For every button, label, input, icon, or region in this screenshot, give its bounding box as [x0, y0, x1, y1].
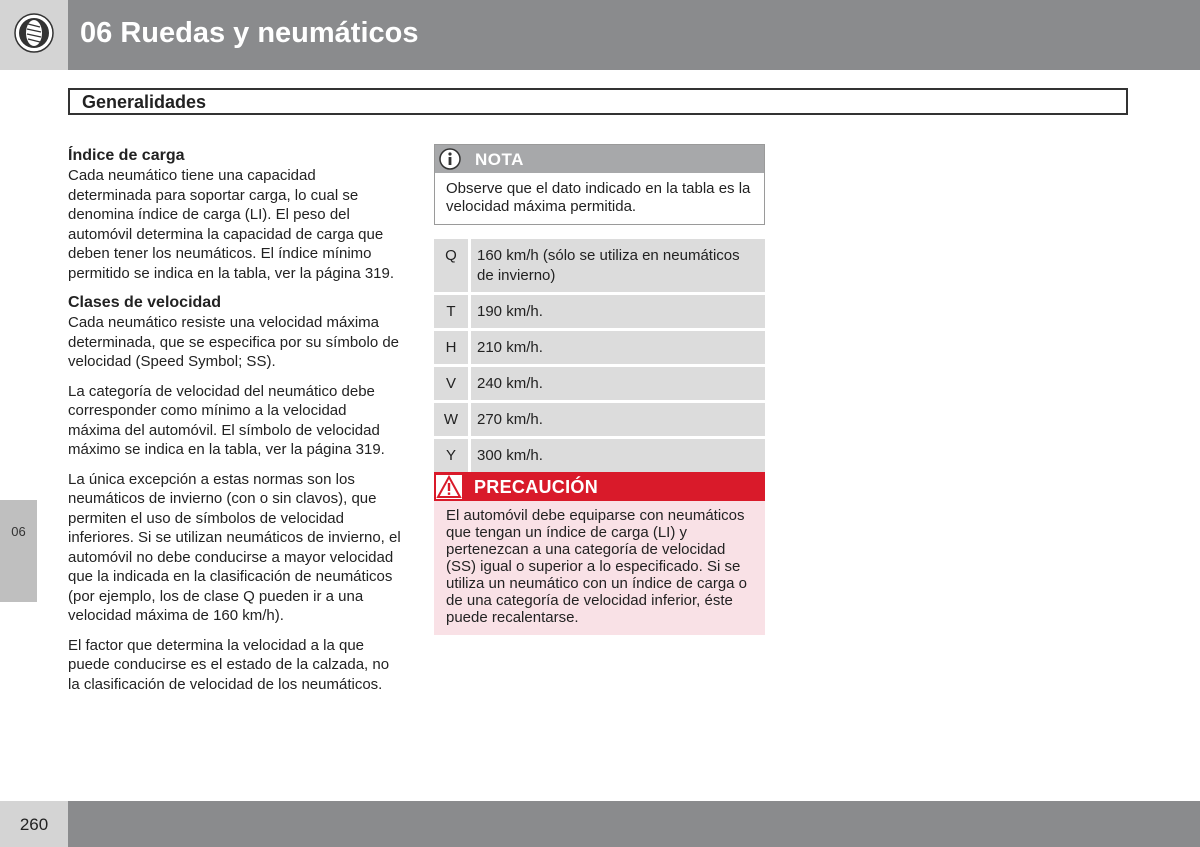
table-row	[434, 239, 765, 292]
speed-table	[434, 239, 765, 475]
side-tab-label: 06	[11, 524, 26, 539]
speed-code-cell: H	[434, 331, 468, 364]
section-heading-box	[68, 88, 1128, 115]
heading-speed-class: Clases de velocidad	[68, 294, 221, 311]
table-row	[434, 295, 765, 328]
table-row	[434, 367, 765, 400]
speed-value-cell: 210 km/h.	[471, 331, 765, 364]
speed-value-cell: 300 km/h.	[471, 439, 765, 472]
warning-icon	[436, 475, 462, 499]
speed-code-cell: V	[434, 367, 468, 400]
caution-label: PRECAUCIÓN	[474, 477, 599, 497]
table-row	[434, 403, 765, 436]
chapter-side-tab	[0, 500, 37, 602]
speed-value-cell: 160 km/h (sólo se utiliza en neumáticos de invierno)	[471, 239, 765, 292]
table-row	[434, 331, 765, 364]
note-label: NOTA	[475, 150, 524, 169]
header-icon-box	[0, 0, 68, 70]
page-number: 260	[19, 815, 49, 834]
note-header	[435, 145, 764, 173]
speed-code-cell: W	[434, 403, 468, 436]
paragraph-winter-exception: La única excepción a estas normas son los neumáticos de invierno (con o sin clavos), que permiten el uso de símbolos de velocidad inferiores. Si se utilizan neumáticos de invierno, el automóvil no debe conducirse a mayor velocidad que la indicada en la clasificación de neumáticos (por ejemplo, los de clase Q pueden ir a una velocidad máxima de 160 km/h).	[68, 470, 401, 624]
caution-text: El automóvil debe equiparse con neumáticos que tengan un índice de carga (LI) y pertenezcan a una categoría de velocidad (SS) igual o superior a lo especificado. Si se utiliza un neumático con un índice de carga o de una categoría de velocidad inferior, éste puede recalentarse.	[434, 501, 765, 635]
chapter-title: 06 Ruedas y neumáticos	[80, 17, 419, 49]
tire-icon	[14, 13, 54, 53]
paragraph-road-condition: El factor que determina la velocidad a la que puede conducirse es el estado de la calzada, no la clasificación de velocidad de los neumáticos.	[68, 636, 390, 693]
section-title: Generalidades	[82, 92, 207, 112]
header-bar	[68, 0, 1200, 70]
footer-bar	[68, 801, 1200, 847]
left-column	[68, 146, 402, 704]
speed-value-cell: 190 km/h.	[471, 295, 765, 328]
speed-code-cell: Y	[434, 439, 468, 472]
speed-value-cell: 240 km/h.	[471, 367, 765, 400]
note-text: Observe que el dato indicado en la tabla es la velocidad máxima permitida.	[446, 180, 751, 215]
footer-page-box	[0, 801, 68, 847]
table-row	[434, 439, 765, 472]
note-box	[434, 144, 765, 225]
paragraph-load-index: Cada neumático tiene una capacidad determinada para soportar carga, lo cual se denomina índice de carga (LI). El peso del automóvil determina la capacidad de carga que deben tener los neumáticos. El índice mínimo permitido se indica en la tabla, ver la página 319.	[68, 167, 395, 282]
heading-load-index: Índice de carga	[68, 147, 185, 164]
paragraph-speed-class: Cada neumático resiste una velocidad máxima determinada, que se especifica por su símbolo de velocidad (Speed Symbol; SS).	[68, 314, 400, 370]
speed-value-cell: 270 km/h.	[471, 403, 765, 436]
paragraph-speed-category: La categoría de velocidad del neumático debe corresponder como mínimo a la velocidad máxima del automóvil. El símbolo de velocidad máximo se indica en la tabla, ver la página 319.	[68, 382, 385, 458]
caution-header	[434, 472, 765, 501]
speed-code-cell: Q	[434, 239, 468, 292]
info-icon	[439, 148, 461, 170]
speed-code-cell: T	[434, 295, 468, 328]
caution-box	[434, 472, 765, 635]
